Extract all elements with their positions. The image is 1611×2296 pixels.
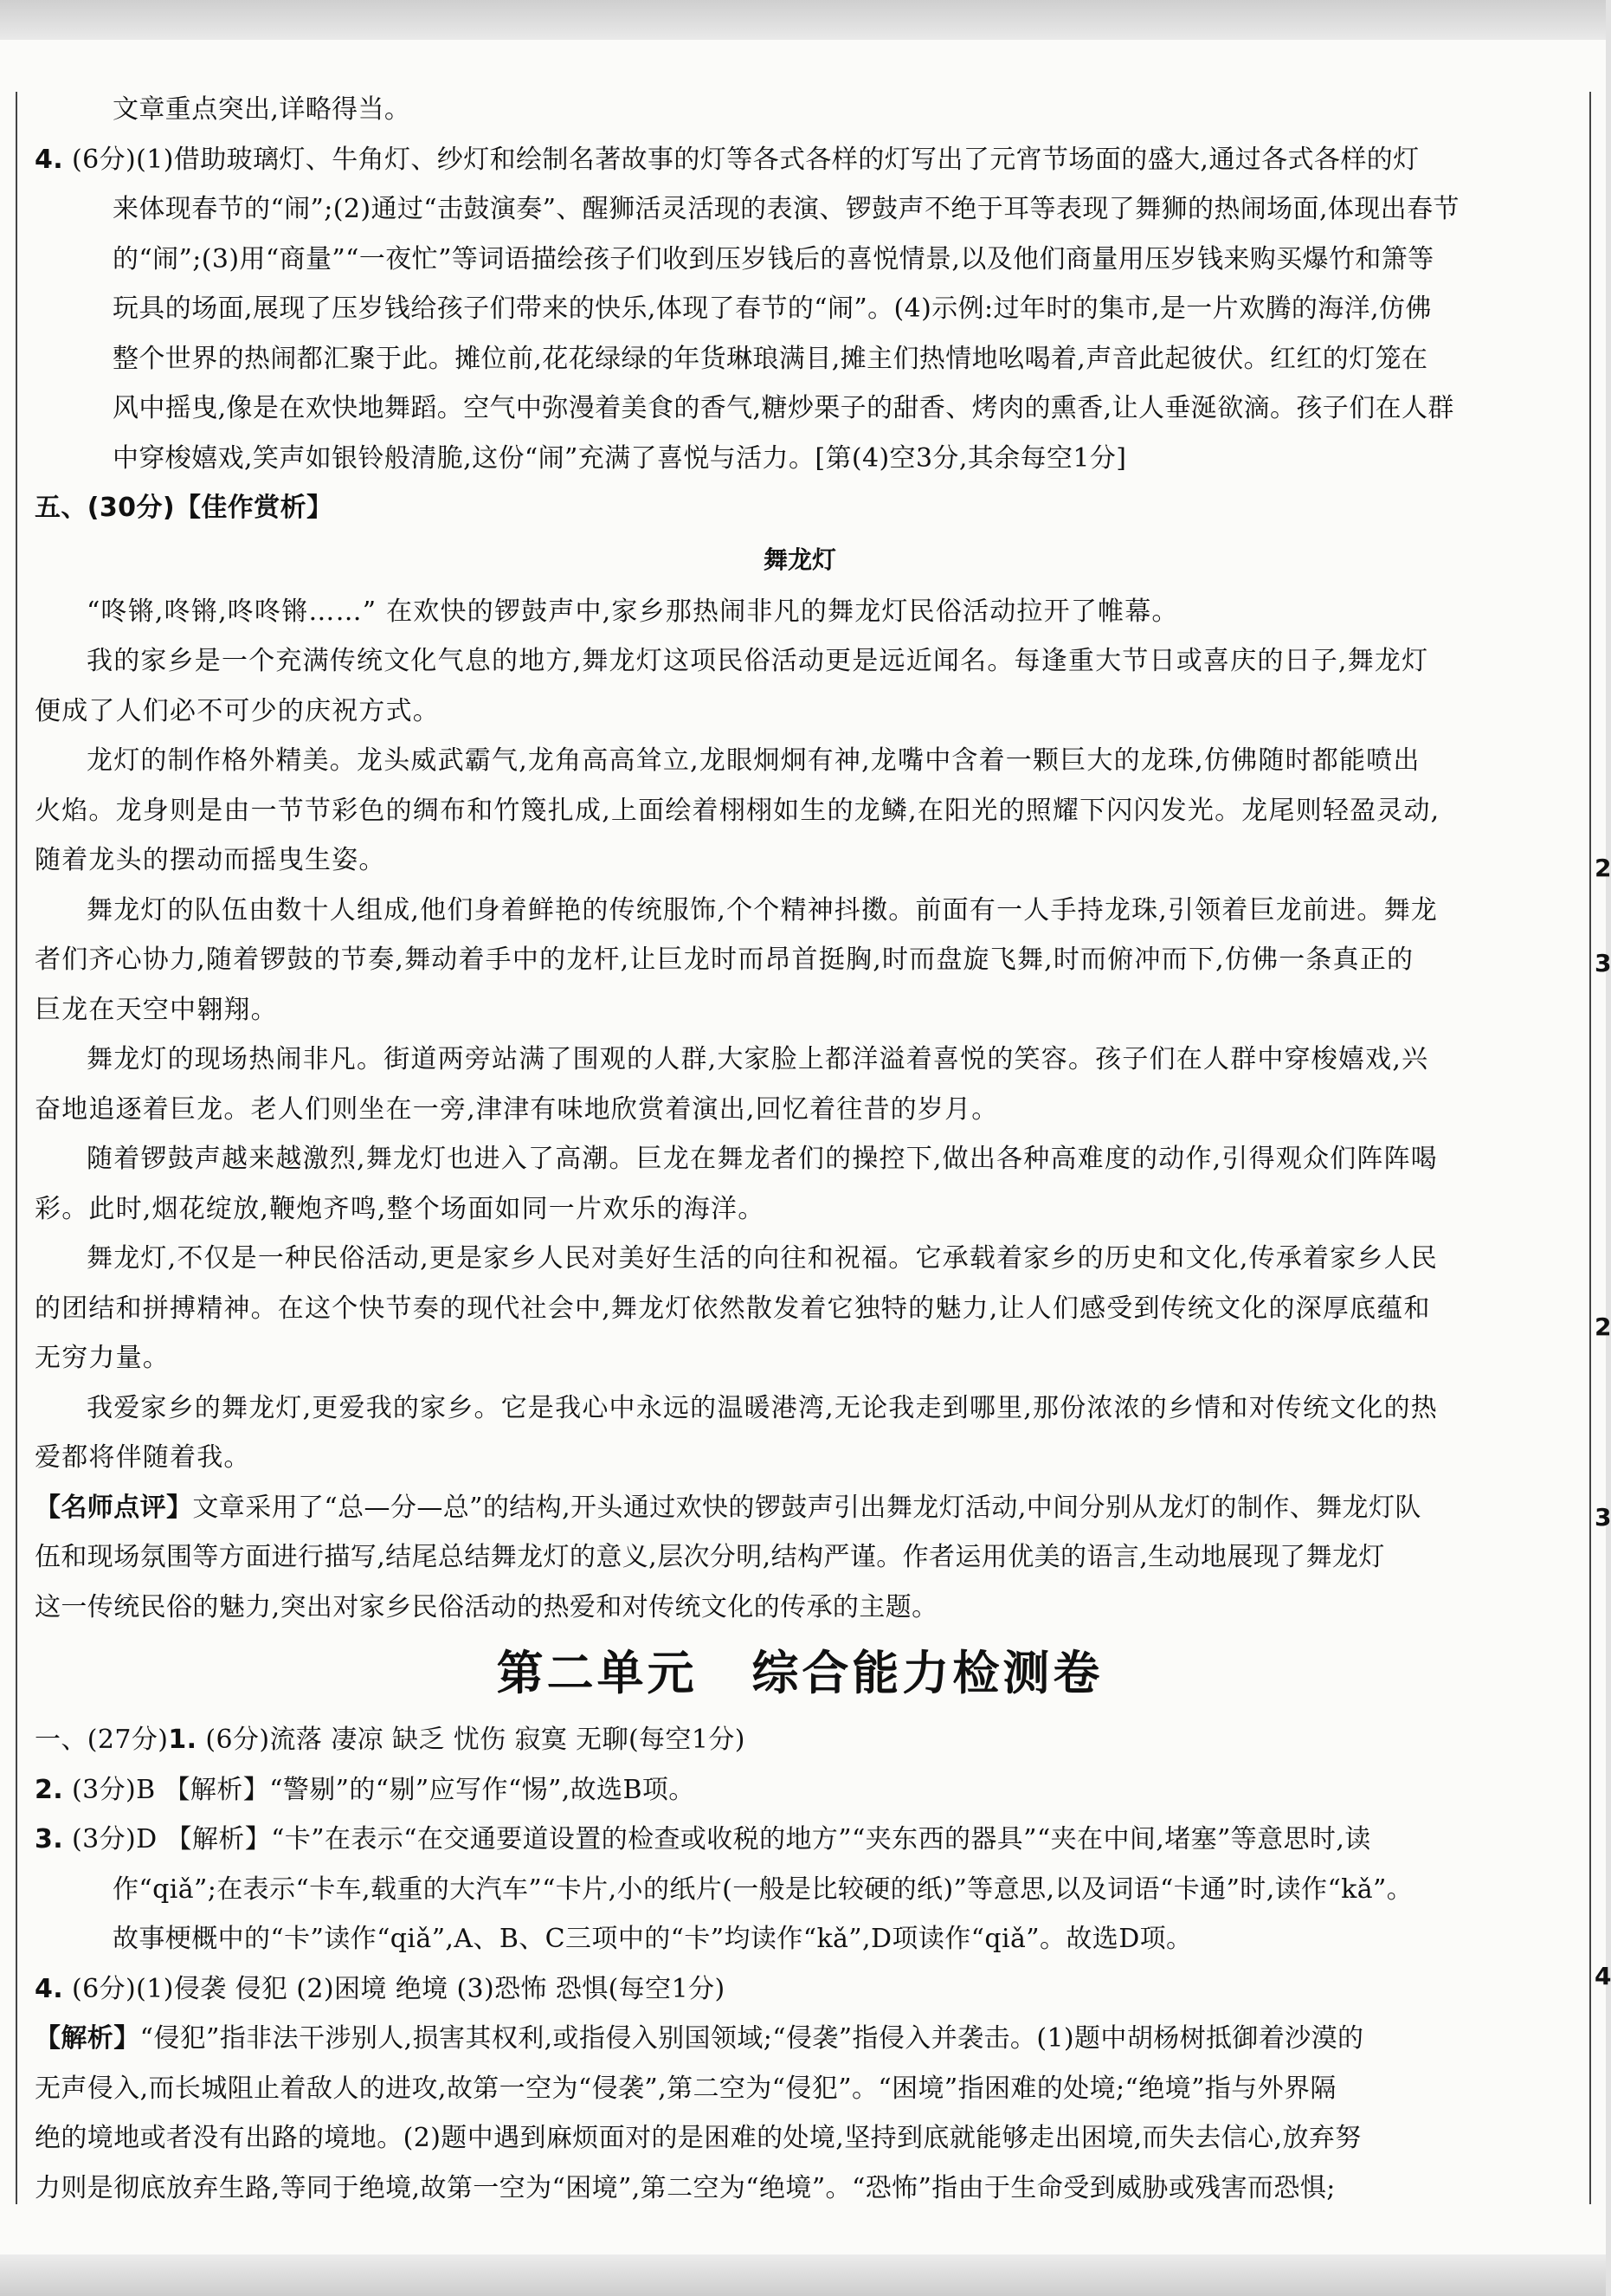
section-heading: 五、(30分)【佳作赏析】 bbox=[35, 493, 333, 523]
answer-line: (3分)B 【解析】“警剔”的“剔”应写作“惕”,故选B项。 bbox=[72, 1774, 695, 1805]
question-number: 4. bbox=[35, 144, 64, 175]
edge-number: 3 bbox=[1595, 949, 1611, 977]
essay-line: “咚锵,咚锵,咚咚锵……” 在欢快的锣鼓声中,家乡那热闹非凡的舞龙灯民俗活动拉开了帷幕。 bbox=[87, 596, 1179, 627]
essay-line: 舞龙灯,不仅是一种民俗活动,更是家乡人民对美好生活的向往和祝福。它承载着家乡的历史和文化,传承着家乡人民 bbox=[87, 1243, 1439, 1274]
essay-line: 便成了人们必不可少的庆祝方式。 bbox=[35, 695, 440, 726]
essay-line: 爱都将伴随着我。 bbox=[35, 1442, 251, 1473]
answer-line: (3分)D 【解析】“卡”在表示“在交通要道设置的检查或收税的地方”“夹东西的器具”“夹在中间,堵塞”等意思时,读 bbox=[72, 1824, 1371, 1854]
answer-line: 的“闹”;(3)用“商量”“一夜忙”等词语描绘孩子们收到压岁钱后的喜悦情景,以及他们商量用压岁钱来购买爆竹和箫等 bbox=[113, 243, 1434, 274]
scan-bottom-margin bbox=[0, 2254, 1606, 2296]
page-content bbox=[35, 85, 1565, 2213]
edge-number: 4 bbox=[1595, 1962, 1611, 1990]
section-prefix: 一、(27分) bbox=[35, 1725, 169, 1755]
analysis-label: 【解析】 bbox=[35, 2023, 140, 2054]
comment-label: 【名师点评】 bbox=[35, 1492, 193, 1523]
essay-line: 舞龙灯的现场热闹非凡。街道两旁站满了围观的人群,大家脸上都洋溢着喜悦的笑容。孩子们在人群中穿梭嬉戏,兴 bbox=[87, 1044, 1429, 1074]
edge-number: 3 bbox=[1595, 1503, 1611, 1532]
unit-two-answers bbox=[35, 1715, 1565, 2213]
analysis-line: 绝的境地或者没有出路的境地。(2)题中遇到麻烦面对的是困难的处境,坚持到底就能够走出困境,而失去信心,放弃努 bbox=[35, 2123, 1362, 2153]
answer-line: 玩具的场面,展现了压岁钱给孩子们带来的快乐,体现了春节的“闹”。(4)示例:过年时的集市,是一片欢腾的海洋,仿佛 bbox=[113, 293, 1432, 324]
answer-line: 作“qiǎ”;在表示“卡车,载重的大汽车”“卡片,小的纸片(一般是比较硬的纸)”等意思,以及词语“卡通”时,读作“kǎ”。 bbox=[113, 1874, 1414, 1905]
essay-line: 随着龙头的摆动而摇曳生姿。 bbox=[35, 845, 386, 875]
answer-line: 整个世界的热闹都汇聚于此。摊位前,花花绿绿的年货琳琅满目,摊主们热情地吆喝着,声音此起彼伏。红红的灯笼在 bbox=[113, 343, 1428, 374]
question-number: 4. bbox=[35, 1973, 64, 2004]
model-essay bbox=[35, 533, 1565, 1633]
question-number: 3. bbox=[35, 1824, 64, 1854]
left-margin-rule bbox=[16, 92, 17, 2204]
answer-line: 风中摇曳,像是在欢快地舞蹈。空气中弥漫着美食的香气,糖炒栗子的甜香、烤肉的熏香,让人垂涎欲滴。孩子们在人群 bbox=[113, 393, 1454, 423]
unit-title: 第二单元 综合能力检测卷 bbox=[496, 1646, 1104, 1700]
essay-line: 巨龙在天空中翱翔。 bbox=[35, 994, 278, 1025]
continuation-line: 文章重点突出,详略得当。 bbox=[113, 94, 411, 125]
essay-line: 龙灯的制作格外精美。龙头威武霸气,龙角高高耸立,龙眼炯炯有神,龙嘴中含着一颗巨大的龙珠,仿佛随时都能喷出 bbox=[87, 745, 1421, 776]
essay-line: 者们齐心协力,随着锣鼓的节奏,舞动着手中的龙杆,让巨龙时而昂首挺胸,时而盘旋飞舞,时而俯冲而下,仿佛一条真正的 bbox=[35, 945, 1414, 975]
answer-line: (6分)流落 凄凉 缺乏 忧伤 寂寞 无聊(每空1分) bbox=[205, 1725, 745, 1755]
question-number: 2. bbox=[35, 1774, 64, 1805]
essay-line: 我的家乡是一个充满传统文化气息的地方,舞龙灯这项民俗活动更是远近闻名。每逢重大节日或喜庆的日子,舞龙灯 bbox=[87, 646, 1429, 676]
scan-top-margin bbox=[0, 0, 1606, 40]
analysis-line: 无声侵入,而长城阻止着敌人的进攻,故第一空为“侵袭”,第二空为“侵犯”。“困境”指困难的处境;“绝境”指与外界隔 bbox=[35, 2073, 1337, 2104]
answer-line: (6分)(1)借助玻璃灯、牛角灯、纱灯和绘制名著故事的灯等各式各样的灯写出了元宵节场面的盛大,通过各式各样的灯 bbox=[72, 144, 1420, 175]
essay-line: 奋地追逐着巨龙。老人们则坐在一旁,津津有味地欣赏着演出,回忆着往昔的岁月。 bbox=[35, 1093, 999, 1125]
edge-number: 2 bbox=[1595, 854, 1611, 882]
teacher-comment bbox=[35, 1483, 1565, 1633]
question-number: 1. bbox=[168, 1725, 197, 1755]
answer-line: 来体现春节的“闹”;(2)通过“击鼓演奏”、醒狮活灵活现的表演、锣鼓声不绝于耳等表现了舞狮的热闹场面,体现出春节 bbox=[113, 194, 1460, 224]
essay-line: 随着锣鼓声越来越激烈,舞龙灯也进入了高潮。巨龙在舞龙者们的操控下,做出各种高难度的动作,引得观众们阵阵喝 bbox=[87, 1144, 1439, 1174]
essay-line: 无穷力量。 bbox=[35, 1343, 170, 1373]
answer-line: (6分)(1)侵袭 侵犯 (2)困境 绝境 (3)恐怖 恐惧(每空1分) bbox=[72, 1973, 725, 2004]
q4-prev-answer bbox=[35, 135, 1565, 484]
essay-title: 舞龙灯 bbox=[763, 545, 836, 574]
answer-page bbox=[0, 40, 1611, 2254]
right-margin-rule bbox=[1589, 92, 1591, 2204]
comment-line: 文章采用了“总—分—总”的结构,开头通过欢快的锣鼓声引出舞龙灯活动,中间分别从龙灯的制作、舞龙灯队 bbox=[192, 1492, 1421, 1523]
edge-number: 2 bbox=[1595, 1312, 1611, 1341]
comment-line: 伍和现场氛围等方面进行描写,结尾总结舞龙灯的意义,层次分明,结构严谨。作者运用优美的语言,生动地展现了舞龙灯 bbox=[35, 1542, 1385, 1572]
essay-line: 彩。此时,烟花绽放,鞭炮齐鸣,整个场面如同一片欢乐的海洋。 bbox=[35, 1193, 765, 1224]
essay-line: 我爱家乡的舞龙灯,更爱我的家乡。它是我心中永远的温暖港湾,无论我走到哪里,那份浓浓的乡情和对传统文化的热 bbox=[87, 1392, 1439, 1423]
analysis-line: 力则是彻底放弃生路,等同于绝境,故第一空为“困境”,第二空为“绝境”。“恐怖”指由于生命受到威胁或残害而恐惧; bbox=[35, 2172, 1336, 2203]
analysis-line: “侵犯”指非法干涉别人,损害其权利,或指侵入别国领域;“侵袭”指侵入并袭击。(1)题中胡杨树抵御着沙漠的 bbox=[139, 2023, 1364, 2054]
essay-line: 火焰。龙身则是由一节节彩色的绸布和竹篾扎成,上面绘着栩栩如生的龙鳞,在阳光的照耀下闪闪发光。龙尾则轻盈灵动, bbox=[35, 795, 1440, 826]
answer-line: 故事梗概中的“卡”读作“qiǎ”,A、B、C三项中的“卡”均读作“kǎ”,D项读作“qiǎ”。故选D项。 bbox=[113, 1924, 1193, 1954]
comment-line: 这一传统民俗的魅力,突出对家乡民俗活动的热爱和对传统文化的传承的主题。 bbox=[35, 1591, 938, 1622]
essay-line: 的团结和拼搏精神。在这个快节奏的现代社会中,舞龙灯依然散发着它独特的魅力,让人们感受到传统文化的深厚底蕴和 bbox=[35, 1293, 1431, 1324]
essay-line: 舞龙灯的队伍由数十人组成,他们身着鲜艳的传统服饰,个个精神抖擞。前面有一人手持龙珠,引领着巨龙前进。舞龙 bbox=[87, 894, 1439, 925]
answer-line: 中穿梭嬉戏,笑声如银铃般清脆,这份“闹”充满了喜悦与活力。[第(4)空3分,其余每空1分] bbox=[113, 442, 1127, 474]
